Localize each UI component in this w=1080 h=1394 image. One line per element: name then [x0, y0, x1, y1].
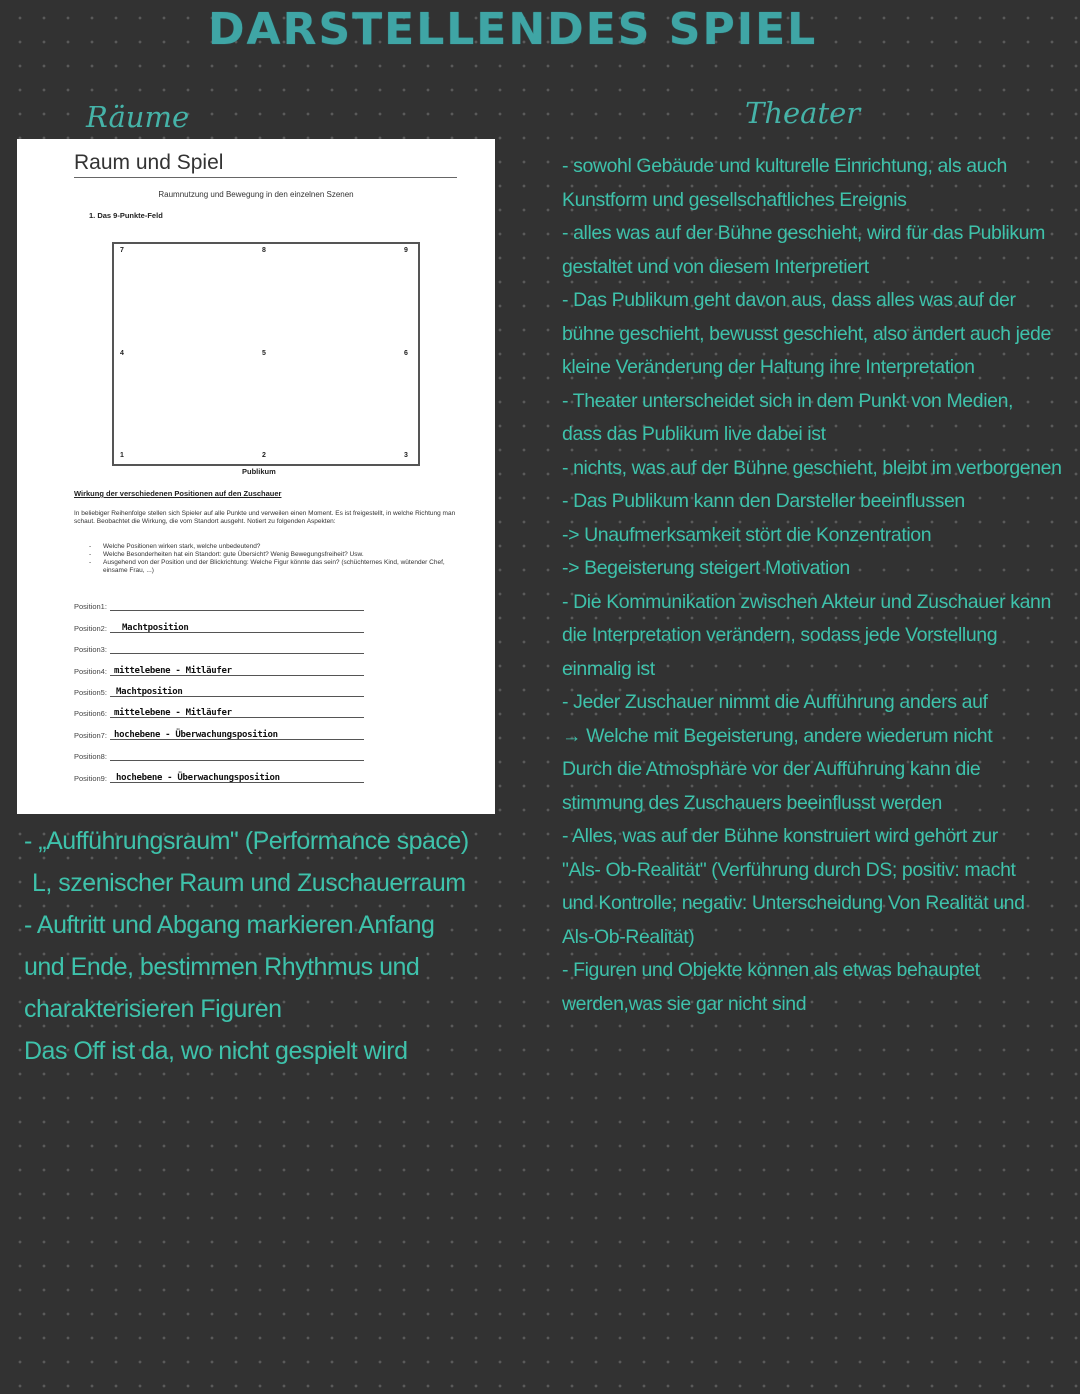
position-label: Position4:: [74, 666, 107, 676]
field-point-4: 4: [120, 350, 124, 357]
publikum-label: Publikum: [242, 467, 276, 476]
position-row: [74, 702, 364, 723]
note-line: - Jeder Zuschauer nimmt die Aufführung anders auf: [562, 691, 988, 713]
field-point-8: 8: [262, 247, 266, 254]
field-point-9: 9: [404, 247, 408, 254]
note-line: einmalig ist: [562, 657, 655, 680]
note-line: werden,was sie gar nicht sind: [562, 992, 807, 1015]
position-value: hochebene - Überwachungsposition: [114, 729, 278, 740]
field-point-7: 7: [120, 247, 124, 254]
position-row: [74, 681, 364, 702]
worksheet-section-wirkung: Wirkung der verschiedenen Positionen auf den Zuschauer: [74, 489, 282, 498]
field-point-1: 1: [120, 452, 124, 459]
notes-raeume: [24, 820, 494, 1072]
position-value: hochebene - Überwachungsposition: [116, 772, 280, 783]
position-label: Position3:: [74, 645, 107, 655]
heading-theater: Theater: [745, 96, 861, 130]
field-point-6: 6: [404, 350, 408, 357]
position-row: [74, 745, 364, 766]
aspect-item: - Welche Besonderheiten hat ein Standort: gute Übersicht? Wenig Bewegungsfreiheit? Usw.: [89, 551, 469, 559]
note-line: bühne geschieht, bewusst geschieht, also ändert auch jede: [562, 322, 1051, 345]
note-line: kleine Veränderung der Haltung ihre Interpretation: [562, 356, 975, 378]
note-line: - nichts, was auf der Bühne geschieht, bleibt im verborgenen: [562, 456, 1062, 479]
position-label: Position6:: [74, 709, 107, 719]
worksheet-aspects: [89, 543, 469, 575]
field-point-2: 2: [262, 452, 266, 459]
position-row: [74, 723, 364, 744]
position-row: [74, 659, 364, 680]
worksheet-image: [17, 139, 495, 814]
position-label: Position5:: [74, 687, 107, 697]
note-line: - Die Kommunikation zwischen Akteur und Zuschauer kann: [562, 590, 1051, 613]
aspect-item: - Welche Positionen wirken stark, welche unbedeutend?: [89, 543, 469, 551]
aspect-item: - Ausgehend von der Position und der Blickrichtung: Welche Figur könnte das sein? (schüchternes Kind, wütender Chef, einsame Frau, ...): [89, 559, 469, 575]
position-label: Position1:: [74, 602, 107, 612]
note-line: Als-Ob-Realität): [562, 925, 695, 948]
note-line: - sowohl Gebäude und kulturelle Einrichtung, als auch: [562, 155, 1007, 177]
note-line: und Ende, bestimmen Rhythmus und: [24, 953, 420, 981]
position-label: Position8:: [74, 752, 107, 762]
position-value: mittelebene - Mitläufer: [114, 708, 232, 719]
note-line: - Das Publikum geht davon aus, dass alles was auf der: [562, 289, 1016, 311]
position-value: Machtposition: [116, 686, 183, 697]
field-point-5: 5: [262, 350, 266, 357]
note-line: und Kontrolle; negativ: Unterscheidung Von Realität und: [562, 892, 1025, 914]
heading-raeume: Räume: [86, 100, 190, 134]
position-row: [74, 766, 364, 787]
note-line: → Welche mit Begeisterung, andere wiederum nicht: [562, 724, 993, 747]
position-row: [74, 595, 364, 616]
worksheet-title: Raum und Spiel: [74, 151, 224, 174]
note-line: stimmung des Zuschauers beeinflusst werden: [562, 791, 942, 814]
note-line: Kunstform und gesellschaftliches Ereignis: [562, 188, 907, 211]
worksheet-title-rule: [74, 177, 457, 178]
note-line: -> Begeisterung steigert Motivation: [562, 557, 850, 579]
note-line: - Auftritt und Abgang markieren Anfang: [24, 911, 435, 939]
nine-point-field: [112, 242, 420, 466]
note-line: die Interpretation verändern, sodass jede Vorstellung: [562, 624, 998, 646]
note-line: - Theater unterscheidet sich in dem Punkt von Medien,: [562, 389, 1014, 412]
note-line: gestaltet und von diesem Interpretiert: [562, 255, 869, 278]
note-line: charakterisieren Figuren: [24, 995, 282, 1023]
note-line: - Das Publikum kann den Darsteller beeinflussen: [562, 490, 965, 512]
note-line: "Als- Ob-Realität" (Verführung durch DS; positiv: macht: [562, 858, 1016, 881]
position-value: mittelebene - Mitläufer: [114, 665, 232, 676]
note-line: - Alles, was auf der Bühne konstruiert wird gehört zur: [562, 825, 998, 847]
position-line: [110, 653, 364, 654]
position-label: Position7:: [74, 730, 107, 740]
position-line: [110, 610, 364, 611]
page-title: DARSTELLENDES SPIEL: [208, 4, 818, 55]
position-value: Machtposition: [122, 622, 189, 633]
note-line: -> Unaufmerksamkeit stört die Konzentration: [562, 523, 932, 546]
note-line: L, szenischer Raum und Zuschauerraum: [32, 869, 466, 897]
worksheet-section-heading: 1. Das 9-Punkte-Feld: [89, 211, 163, 220]
note-line: - alles was auf der Bühne geschieht, wird für das Publikum: [562, 222, 1045, 244]
note-line: dass das Publikum live dabei ist: [562, 423, 826, 445]
note-line: - Figuren und Objekte können als etwas behauptet: [562, 959, 980, 981]
note-line: - „Aufführungsraum" (Performance space): [24, 827, 469, 855]
field-point-3: 3: [404, 452, 408, 459]
position-label: Position2:: [74, 623, 107, 633]
notes-theater: [562, 150, 1072, 1021]
note-line: Das Off ist da, wo nicht gespielt wird: [24, 1037, 408, 1065]
position-line: [110, 760, 364, 761]
position-label: Position9:: [74, 773, 107, 783]
position-row: [74, 616, 364, 637]
worksheet-instructions: In beliebiger Reihenfolge stellen sich Spieler auf alle Punkte und verweilen einen Moment. Es ist freigestellt, in welche Richtung man schaut. Beobachtet die Wirkung, die vom Standort ausgeht. Notiert zu folgenden Aspekten:: [74, 510, 456, 525]
position-row: [74, 638, 364, 659]
worksheet-subtitle: Raumnutzung und Bewegung in den einzelnen Szenen: [158, 190, 354, 199]
note-line: Durch die Atmosphäre vor der Aufführung kann die: [562, 758, 981, 780]
positions-list: [74, 595, 364, 788]
